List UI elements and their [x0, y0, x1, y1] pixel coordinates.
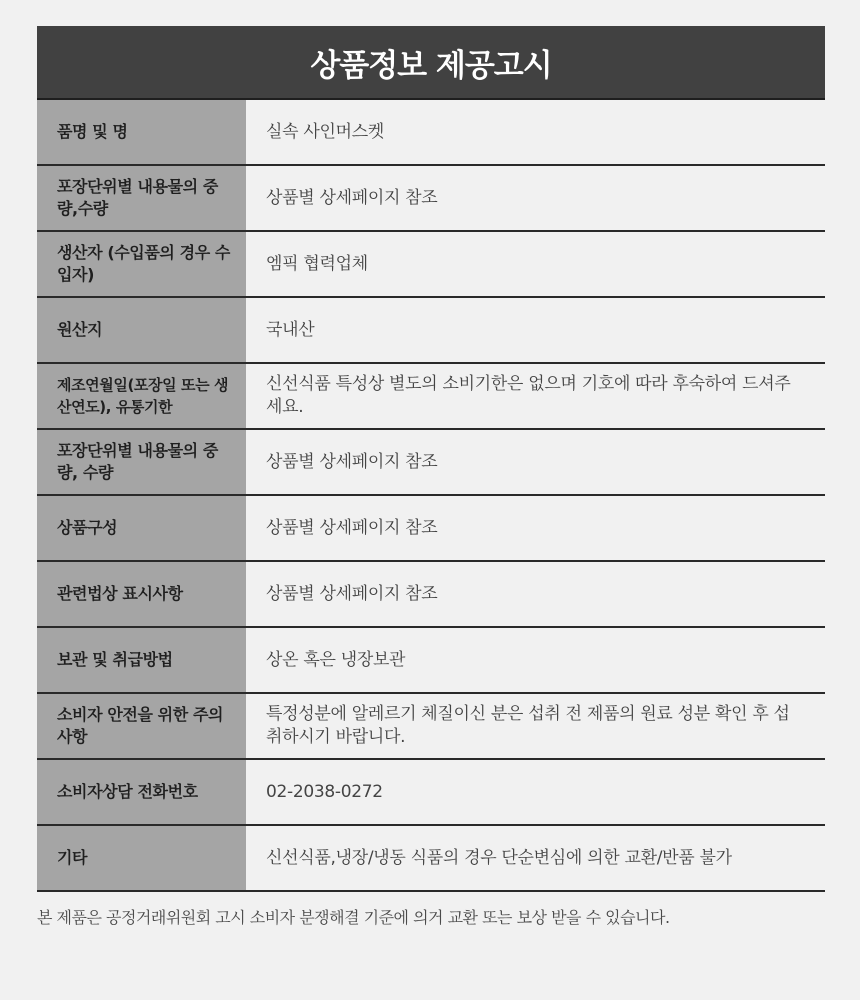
row-label: 기타	[37, 826, 246, 890]
notice-title: 상품정보 제공고시	[37, 26, 825, 100]
table-row	[37, 364, 825, 430]
row-label: 생산자 (수입품의 경우 수입자)	[37, 232, 246, 296]
row-value: 국내산	[246, 298, 825, 362]
row-value: 상온 혹은 냉장보관	[246, 628, 825, 692]
row-label: 원산지	[37, 298, 246, 362]
row-value: 신선식품,냉장/냉동 식품의 경우 단순변심에 의한 교환/반품 불가	[246, 826, 825, 890]
info-table	[37, 100, 825, 892]
row-label: 소비자상담 전화번호	[37, 760, 246, 824]
row-label: 제조연월일(포장일 또는 생산연도), 유통기한	[37, 364, 246, 428]
table-row	[37, 562, 825, 628]
row-label: 소비자 안전을 위한 주의사항	[37, 694, 246, 758]
table-row	[37, 166, 825, 232]
table-row	[37, 430, 825, 496]
product-info-notice	[37, 26, 825, 892]
row-label: 보관 및 취급방법	[37, 628, 246, 692]
table-row	[37, 628, 825, 694]
row-label: 상품구성	[37, 496, 246, 560]
table-row	[37, 694, 825, 760]
table-row	[37, 760, 825, 826]
row-label: 포장단위별 내용물의 중량,수량	[37, 166, 246, 230]
table-row	[37, 100, 825, 166]
row-label: 품명 및 명	[37, 100, 246, 164]
row-value: 엠픽 협력업체	[246, 232, 825, 296]
table-row	[37, 496, 825, 562]
row-value: 신선식품 특성상 별도의 소비기한은 없으며 기호에 따라 후숙하여 드셔주세요.	[246, 364, 825, 428]
row-value: 실속 사인머스켓	[246, 100, 825, 164]
row-value: 특정성분에 알레르기 체질이신 분은 섭취 전 제품의 원료 성분 확인 후 섭취하시기 바랍니다.	[246, 694, 825, 758]
row-value: 상품별 상세페이지 참조	[246, 430, 825, 494]
footnote: 본 제품은 공정거래위원회 고시 소비자 분쟁해결 기준에 의거 교환 또는 보상 받을 수 있습니다.	[37, 908, 670, 927]
table-row	[37, 232, 825, 298]
row-value: 02-2038-0272	[246, 760, 825, 824]
table-row	[37, 826, 825, 892]
row-label: 관련법상 표시사항	[37, 562, 246, 626]
row-value: 상품별 상세페이지 참조	[246, 496, 825, 560]
table-row	[37, 298, 825, 364]
row-value: 상품별 상세페이지 참조	[246, 562, 825, 626]
row-label: 포장단위별 내용물의 중량, 수량	[37, 430, 246, 494]
row-value: 상품별 상세페이지 참조	[246, 166, 825, 230]
